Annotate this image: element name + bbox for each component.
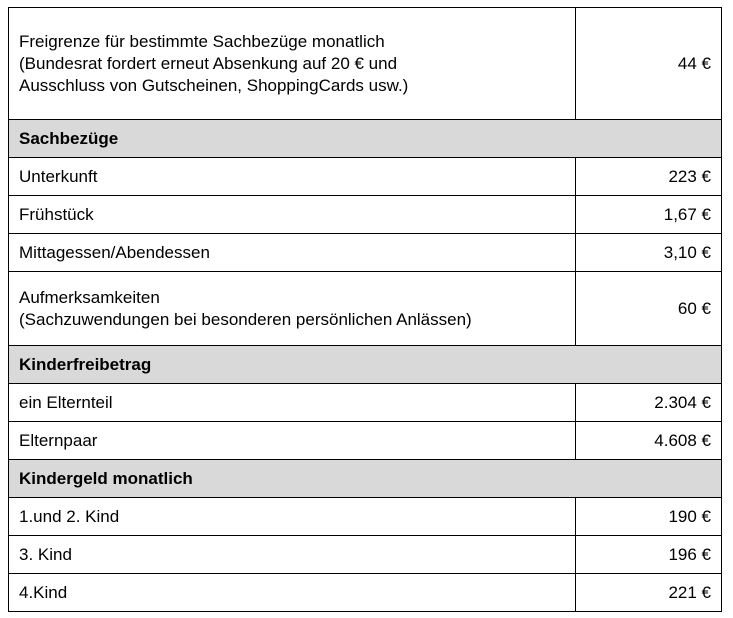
row-label: ein Elternteil <box>9 384 576 422</box>
row-value: 223 € <box>576 158 722 196</box>
row-value: 4.608 € <box>576 422 722 460</box>
row-label: 1.und 2. Kind <box>9 498 576 536</box>
row-label: 3. Kind <box>9 536 576 574</box>
row-label: Mittagessen/Abendessen <box>9 234 576 272</box>
row-value: 190 € <box>576 498 722 536</box>
intro-line: Ausschluss von Gutscheinen, ShoppingCards usw.) <box>19 75 409 95</box>
table-row <box>9 574 722 612</box>
section-header <box>9 120 722 158</box>
table-row <box>9 498 722 536</box>
row-label-line: (Sachzuwendungen bei besonderen persönlichen Anlässen) <box>19 309 472 329</box>
table-row <box>9 234 722 272</box>
section-title-sachbezuege: Sachbezüge <box>9 120 722 158</box>
row-value: 1,67 € <box>576 196 722 234</box>
row-label: Unterkunft <box>9 158 576 196</box>
table-row <box>9 196 722 234</box>
table-row <box>9 158 722 196</box>
tax-values-table <box>8 7 722 612</box>
row-value: 2.304 € <box>576 384 722 422</box>
section-title-kindergeld: Kindergeld monatlich <box>9 460 722 498</box>
intro-label <box>9 8 576 120</box>
table-row <box>9 8 722 120</box>
intro-value: 44 € <box>576 8 722 120</box>
table-row <box>9 422 722 460</box>
row-label <box>9 272 576 346</box>
intro-line: (Bundesrat fordert erneut Absenkung auf 20 € und <box>19 53 398 73</box>
intro-line: Freigrenze für bestimmte Sachbezüge monatlich <box>19 31 385 51</box>
row-value: 196 € <box>576 536 722 574</box>
table-row <box>9 536 722 574</box>
table-row <box>9 384 722 422</box>
section-header <box>9 346 722 384</box>
table-row <box>9 272 722 346</box>
row-value: 221 € <box>576 574 722 612</box>
section-title-kinderfreibetrag: Kinderfreibetrag <box>9 346 722 384</box>
row-value: 60 € <box>576 272 722 346</box>
row-value: 3,10 € <box>576 234 722 272</box>
section-header <box>9 460 722 498</box>
row-label: 4.Kind <box>9 574 576 612</box>
row-label: Elternpaar <box>9 422 576 460</box>
row-label: Frühstück <box>9 196 576 234</box>
row-label-line: Aufmerksamkeiten <box>19 287 160 307</box>
